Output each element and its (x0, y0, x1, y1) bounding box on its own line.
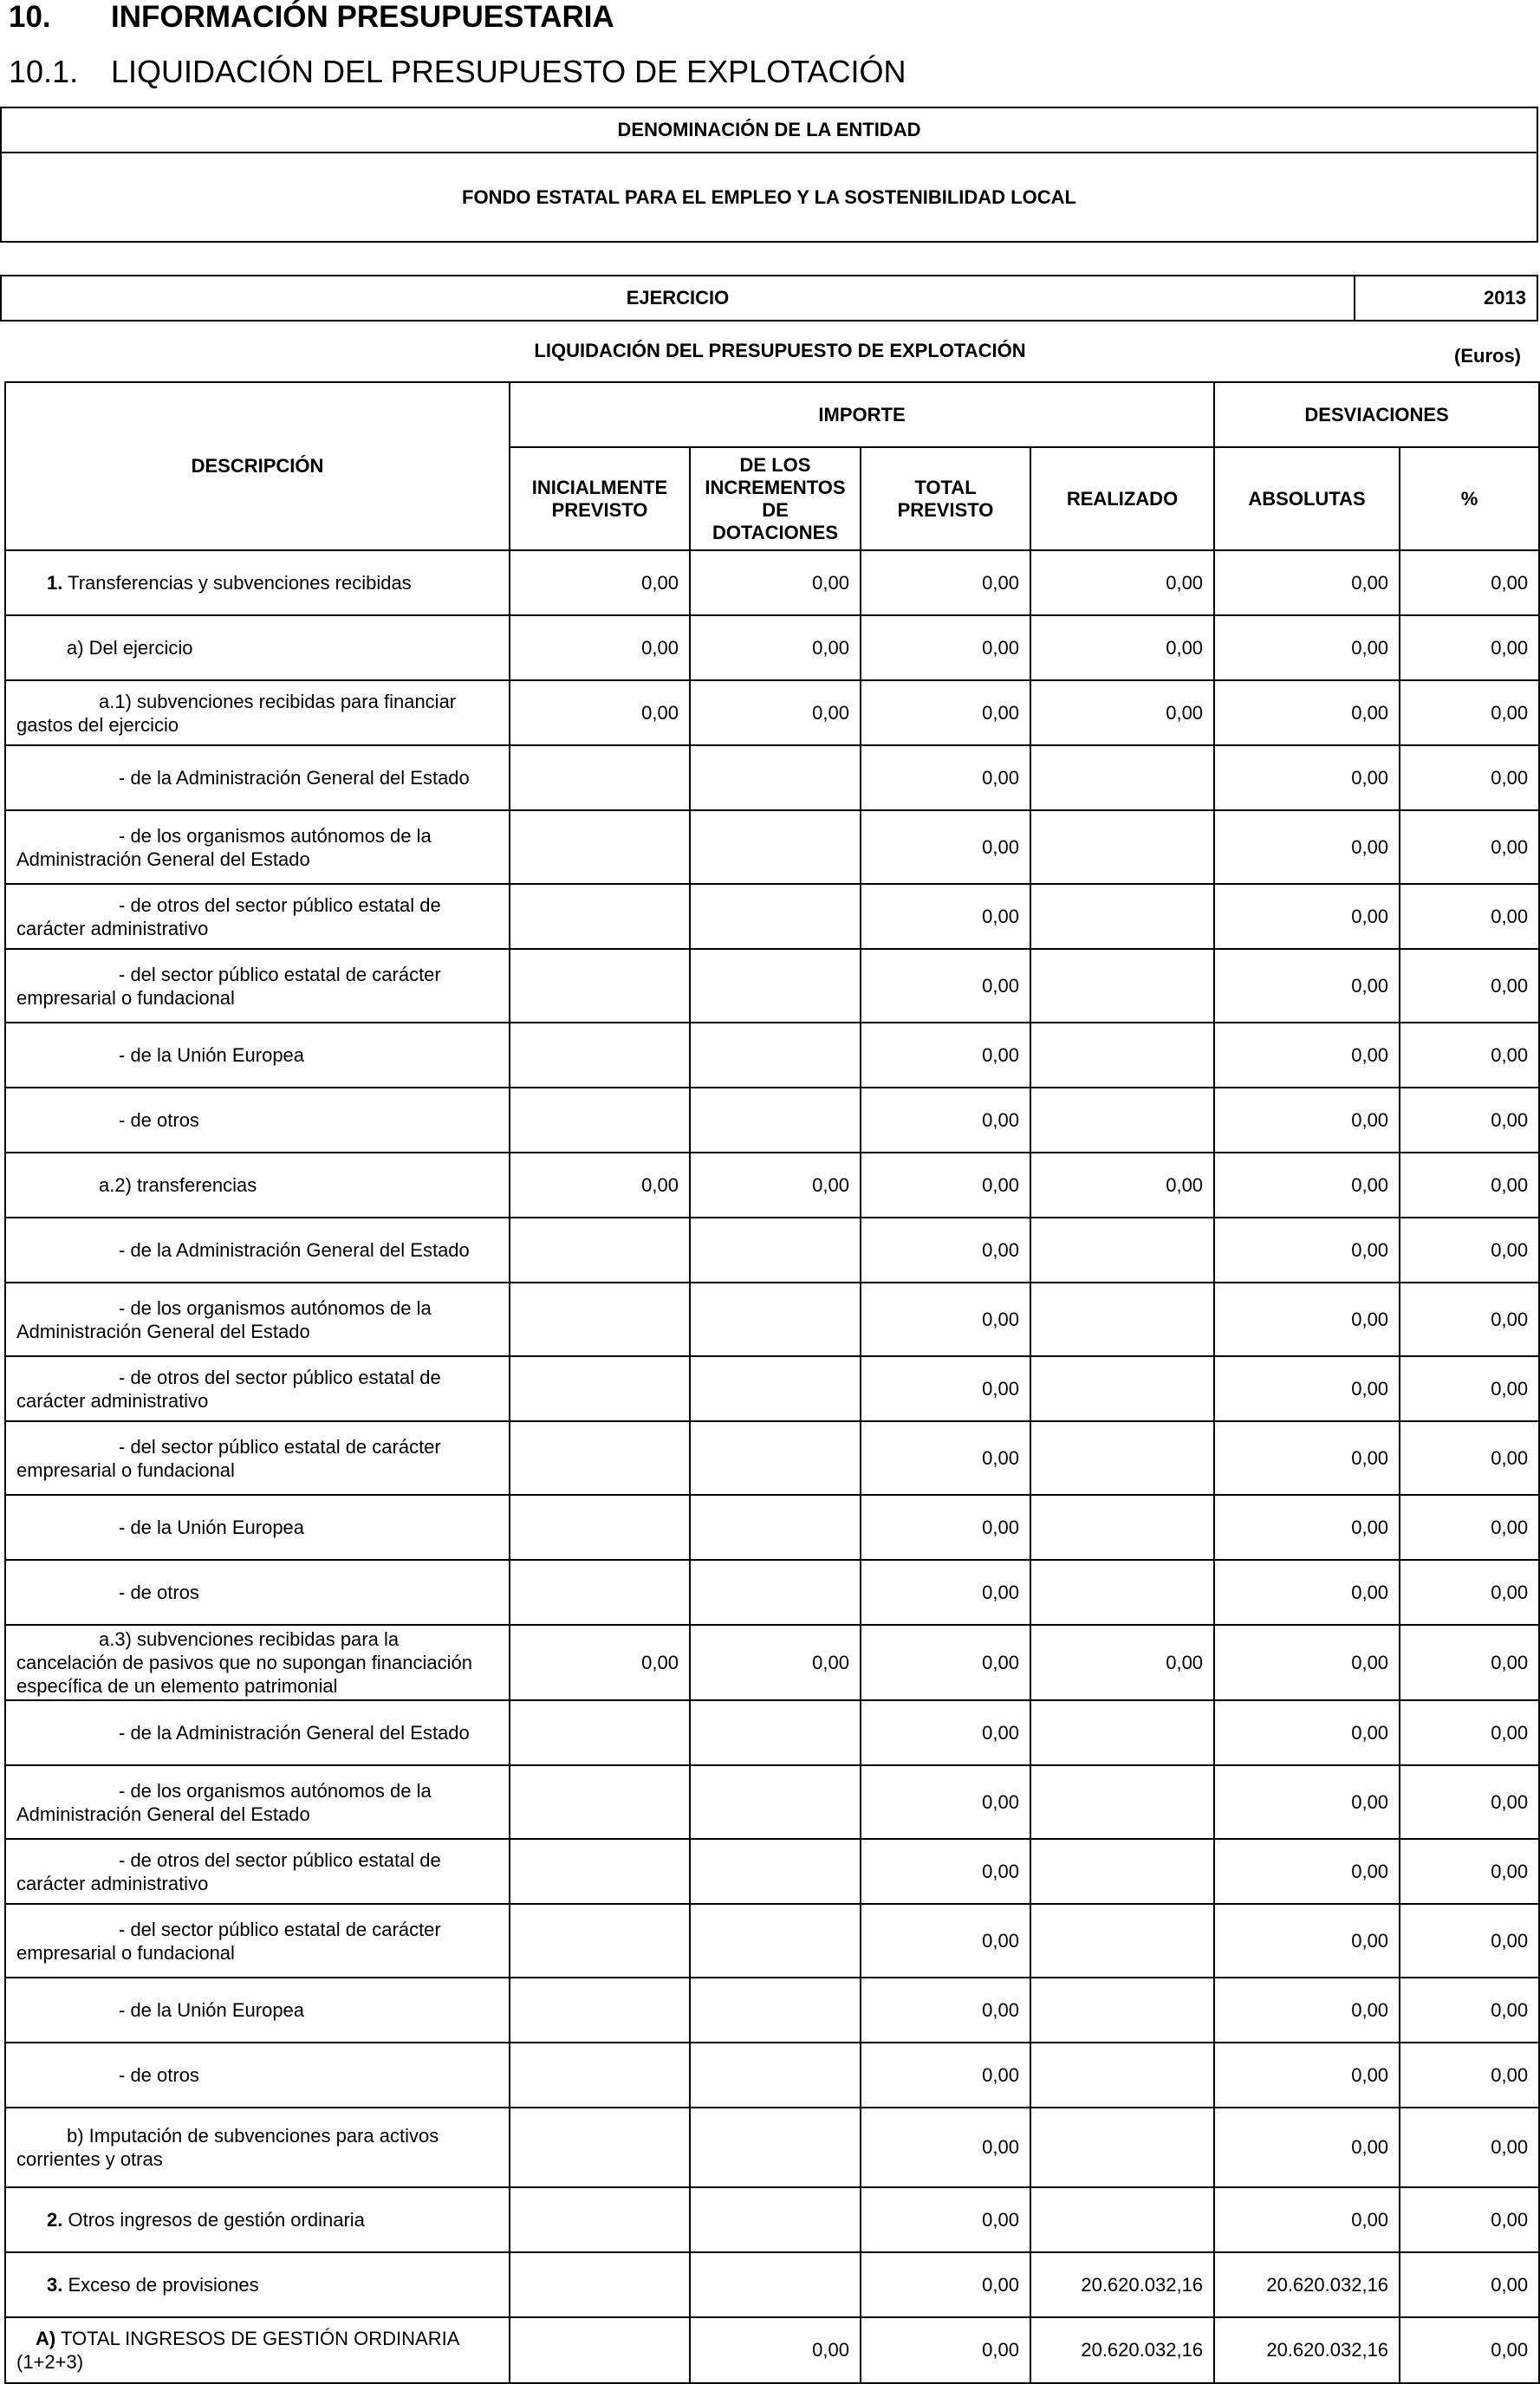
row-description (5, 1421, 510, 1495)
row-label: - de otros del sector público estatal de carácter administrativo (16, 893, 441, 939)
table-row (5, 615, 1539, 680)
cell-incrementos (690, 1560, 861, 1625)
cell-realizado (1030, 1700, 1214, 1765)
cell-pct: 0,00 (1400, 1978, 1539, 2043)
cell-absolutas: 0,00 (1214, 615, 1400, 680)
budget-table (4, 381, 1540, 2384)
cell-incrementos (690, 1283, 861, 1356)
cell-realizado (1030, 884, 1214, 949)
units-label: (Euros) (1454, 345, 1521, 367)
table-row (5, 2317, 1539, 2383)
cell-pct: 0,00 (1400, 1421, 1539, 1495)
cell-inicialmente-previsto (510, 1023, 690, 1088)
cell-incrementos (690, 1218, 861, 1283)
cell-pct: 0,00 (1400, 680, 1539, 745)
header-total-previsto: TOTAL PREVISTO (861, 447, 1030, 550)
cell-incrementos (690, 1421, 861, 1495)
cell-pct: 0,00 (1400, 1625, 1539, 1700)
cell-incrementos: 0,00 (690, 680, 861, 745)
cell-inicialmente-previsto (510, 1421, 690, 1495)
row-label: - del sector público estatal de carácter empresarial o fundacional (16, 1918, 441, 1964)
cell-total-previsto: 0,00 (861, 1700, 1030, 1765)
row-description (5, 1978, 510, 2043)
cell-total-previsto: 0,00 (861, 1283, 1030, 1356)
cell-pct: 0,00 (1400, 2317, 1539, 2383)
cell-realizado: 20.620.032,16 (1030, 2317, 1214, 2383)
row-description (5, 1023, 510, 1088)
row-description (5, 949, 510, 1023)
cell-pct: 0,00 (1400, 2043, 1539, 2108)
cell-pct: 0,00 (1400, 550, 1539, 615)
row-label: TOTAL INGRESOS DE GESTIÓN ORDINARIA (1+2+3) (16, 2328, 459, 2373)
cell-inicialmente-previsto: 0,00 (510, 680, 690, 745)
cell-total-previsto: 0,00 (861, 1904, 1030, 1978)
cell-pct: 0,00 (1400, 2252, 1539, 2317)
table-row (5, 1560, 1539, 1625)
cell-inicialmente-previsto (510, 2252, 690, 2317)
cell-absolutas: 0,00 (1214, 1283, 1400, 1356)
cell-absolutas: 0,00 (1214, 1356, 1400, 1421)
cell-total-previsto: 0,00 (861, 680, 1030, 745)
cell-realizado (1030, 2043, 1214, 2108)
cell-inicialmente-previsto (510, 1218, 690, 1283)
row-label: - del sector público estatal de carácter empresarial o fundacional (16, 963, 441, 1009)
cell-absolutas: 20.620.032,16 (1214, 2252, 1400, 2317)
row-description (5, 1700, 510, 1765)
cell-absolutas: 0,00 (1214, 1839, 1400, 1904)
row-label: - de otros del sector público estatal de carácter administrativo (16, 1366, 441, 1412)
row-description (5, 1904, 510, 1978)
cell-inicialmente-previsto (510, 1978, 690, 2043)
cell-inicialmente-previsto (510, 2108, 690, 2187)
table-row (5, 2108, 1539, 2187)
cell-incrementos (690, 1978, 861, 2043)
header-desviaciones: DESVIACIONES (1214, 382, 1539, 447)
cell-absolutas: 0,00 (1214, 550, 1400, 615)
cell-absolutas: 0,00 (1214, 1495, 1400, 1560)
entity-box (0, 107, 1538, 243)
cell-absolutas: 0,00 (1214, 1421, 1400, 1495)
cell-absolutas: 0,00 (1214, 745, 1400, 810)
cell-absolutas: 0,00 (1214, 2043, 1400, 2108)
cell-total-previsto: 0,00 (861, 1978, 1030, 2043)
row-description (5, 745, 510, 810)
table-row (5, 1978, 1539, 2043)
table-row (5, 884, 1539, 949)
row-description (5, 1625, 510, 1700)
cell-incrementos (690, 1904, 861, 1978)
exercise-label: EJERCICIO (2, 276, 1355, 320)
cell-total-previsto: 0,00 (861, 1765, 1030, 1839)
row-label: - de otros del sector público estatal de carácter administrativo (16, 1848, 441, 1894)
subsection-heading (9, 54, 906, 90)
cell-inicialmente-previsto (510, 1765, 690, 1839)
cell-pct: 0,00 (1400, 1904, 1539, 1978)
cell-incrementos: 0,00 (690, 1625, 861, 1700)
cell-total-previsto: 0,00 (861, 550, 1030, 615)
cell-incrementos (690, 1088, 861, 1153)
cell-inicialmente-previsto (510, 1700, 690, 1765)
cell-incrementos (690, 949, 861, 1023)
cell-absolutas: 0,00 (1214, 1218, 1400, 1283)
cell-realizado: 0,00 (1030, 1153, 1214, 1218)
row-description (5, 1765, 510, 1839)
cell-incrementos: 0,00 (690, 615, 861, 680)
entity-name: FONDO ESTATAL PARA EL EMPLEO Y LA SOSTENIBILIDAD LOCAL (462, 185, 1076, 208)
header-pct: % (1400, 447, 1539, 550)
row-label: - de la Administración General del Estado (119, 767, 470, 789)
cell-pct: 0,00 (1400, 810, 1539, 884)
cell-pct: 0,00 (1400, 1153, 1539, 1218)
table-row (5, 1218, 1539, 1283)
cell-incrementos (690, 1839, 861, 1904)
row-description (5, 2043, 510, 2108)
header-descripcion: DESCRIPCIÓN (5, 382, 510, 550)
cell-realizado (1030, 1495, 1214, 1560)
row-prefix: 1. (47, 572, 63, 594)
header-inicialmente-previsto: INICIALMENTE PREVISTO (510, 447, 690, 550)
cell-absolutas: 0,00 (1214, 884, 1400, 949)
cell-realizado (1030, 949, 1214, 1023)
row-label: - de la Unión Europea (119, 1999, 305, 2021)
cell-inicialmente-previsto (510, 949, 690, 1023)
table-row (5, 1495, 1539, 1560)
exercise-box (0, 275, 1538, 322)
cell-realizado (1030, 1765, 1214, 1839)
row-label: b) Imputación de subvenciones para activos corrientes y otras (16, 2125, 439, 2170)
row-description (5, 2187, 510, 2252)
row-label: a) Del ejercicio (67, 637, 193, 659)
cell-pct: 0,00 (1400, 949, 1539, 1023)
cell-total-previsto: 0,00 (861, 1088, 1030, 1153)
row-label: - de los organismos autónomos de la Administración General del Estado (16, 1296, 432, 1342)
row-description (5, 1153, 510, 1218)
cell-realizado (1030, 1904, 1214, 1978)
cell-inicialmente-previsto (510, 2187, 690, 2252)
cell-pct: 0,00 (1400, 2187, 1539, 2252)
cell-total-previsto: 0,00 (861, 2252, 1030, 2317)
exercise-year: 2013 (1484, 287, 1526, 309)
row-label: - de la Administración General del Estado (119, 1722, 470, 1744)
row-label: Transferencias y subvenciones recibidas (68, 572, 412, 594)
cell-inicialmente-previsto (510, 884, 690, 949)
cell-pct: 0,00 (1400, 884, 1539, 949)
row-description (5, 615, 510, 680)
row-label: - del sector público estatal de carácter empresarial o fundacional (16, 1435, 441, 1481)
cell-absolutas: 0,00 (1214, 1023, 1400, 1088)
cell-realizado: 20.620.032,16 (1030, 2252, 1214, 2317)
subsection-title: LIQUIDACIÓN DEL PRESUPUESTO DE EXPLOTACIÓN (111, 54, 906, 89)
cell-incrementos (690, 1700, 861, 1765)
cell-incrementos (690, 1495, 861, 1560)
cell-absolutas: 0,00 (1214, 1153, 1400, 1218)
cell-total-previsto: 0,00 (861, 2317, 1030, 2383)
header-importe: IMPORTE (510, 382, 1214, 447)
cell-absolutas: 0,00 (1214, 2108, 1400, 2187)
cell-inicialmente-previsto (510, 1560, 690, 1625)
cell-inicialmente-previsto (510, 745, 690, 810)
cell-total-previsto: 0,00 (861, 1495, 1030, 1560)
cell-incrementos (690, 2108, 861, 2187)
cell-absolutas: 0,00 (1214, 680, 1400, 745)
cell-absolutas: 0,00 (1214, 1088, 1400, 1153)
cell-absolutas: 0,00 (1214, 949, 1400, 1023)
cell-incrementos (690, 1765, 861, 1839)
cell-pct: 0,00 (1400, 1023, 1539, 1088)
cell-pct: 0,00 (1400, 745, 1539, 810)
cell-incrementos (690, 2043, 861, 2108)
cell-total-previsto: 0,00 (861, 810, 1030, 884)
row-label: Otros ingresos de gestión ordinaria (68, 2209, 365, 2231)
table-row (5, 745, 1539, 810)
cell-total-previsto: 0,00 (861, 1560, 1030, 1625)
cell-inicialmente-previsto (510, 1088, 690, 1153)
table-row (5, 1153, 1539, 1218)
cell-incrementos (690, 1023, 861, 1088)
cell-absolutas: 0,00 (1214, 1765, 1400, 1839)
cell-inicialmente-previsto: 0,00 (510, 1153, 690, 1218)
row-description (5, 1283, 510, 1356)
cell-total-previsto: 0,00 (861, 1218, 1030, 1283)
cell-realizado (1030, 1421, 1214, 1495)
table-row (5, 1356, 1539, 1421)
cell-realizado: 0,00 (1030, 680, 1214, 745)
cell-realizado (1030, 745, 1214, 810)
cell-total-previsto: 0,00 (861, 1839, 1030, 1904)
cell-pct: 0,00 (1400, 2108, 1539, 2187)
cell-realizado (1030, 810, 1214, 884)
section-heading (9, 0, 614, 35)
cell-absolutas: 0,00 (1214, 1625, 1400, 1700)
row-description (5, 1218, 510, 1283)
table-row (5, 1904, 1539, 1978)
table-row (5, 680, 1539, 745)
cell-pct: 0,00 (1400, 1560, 1539, 1625)
cell-total-previsto: 0,00 (861, 2043, 1030, 2108)
cell-absolutas: 0,00 (1214, 1978, 1400, 2043)
row-description (5, 680, 510, 745)
row-label: - de otros (119, 1109, 199, 1131)
cell-total-previsto: 0,00 (861, 949, 1030, 1023)
cell-realizado (1030, 2187, 1214, 2252)
cell-realizado (1030, 1356, 1214, 1421)
row-label: Exceso de provisiones (68, 2274, 259, 2296)
cell-incrementos (690, 810, 861, 884)
cell-realizado (1030, 1023, 1214, 1088)
cell-total-previsto: 0,00 (861, 884, 1030, 949)
cell-pct: 0,00 (1400, 1765, 1539, 1839)
subsection-number: 10.1. (9, 54, 79, 89)
cell-absolutas: 0,00 (1214, 1560, 1400, 1625)
cell-pct: 0,00 (1400, 1356, 1539, 1421)
cell-total-previsto: 0,00 (861, 1153, 1030, 1218)
table-row (5, 1023, 1539, 1088)
row-label: - de la Administración General del Estado (119, 1239, 470, 1261)
row-label: a.2) transferencias (99, 1174, 257, 1196)
row-description (5, 2108, 510, 2187)
cell-inicialmente-previsto: 0,00 (510, 615, 690, 680)
cell-incrementos: 0,00 (690, 550, 861, 615)
cell-absolutas: 20.620.032,16 (1214, 2317, 1400, 2383)
cell-inicialmente-previsto (510, 810, 690, 884)
cell-pct: 0,00 (1400, 1700, 1539, 1765)
row-description (5, 884, 510, 949)
cell-total-previsto: 0,00 (861, 1421, 1030, 1495)
table-row (5, 1700, 1539, 1765)
header-absolutas: ABSOLUTAS (1214, 447, 1400, 550)
row-label: - de otros (119, 2064, 199, 2086)
row-description (5, 1495, 510, 1560)
cell-realizado (1030, 1218, 1214, 1283)
cell-absolutas: 0,00 (1214, 2187, 1400, 2252)
row-label: - de los organismos autónomos de la Administración General del Estado (16, 824, 432, 870)
row-prefix: 2. (47, 2209, 63, 2231)
cell-pct: 0,00 (1400, 1218, 1539, 1283)
cell-inicialmente-previsto (510, 1283, 690, 1356)
row-description (5, 1356, 510, 1421)
row-label: a.3) subvenciones recibidas para la cancelación de pasivos que no supongan financiación específica de un elemento patrimonial (16, 1628, 472, 1697)
cell-total-previsto: 0,00 (861, 2108, 1030, 2187)
cell-total-previsto: 0,00 (861, 615, 1030, 680)
cell-realizado (1030, 1088, 1214, 1153)
cell-pct: 0,00 (1400, 1495, 1539, 1560)
table-row (5, 810, 1539, 884)
cell-incrementos (690, 2187, 861, 2252)
cell-inicialmente-previsto (510, 1839, 690, 1904)
cell-incrementos: 0,00 (690, 2317, 861, 2383)
cell-pct: 0,00 (1400, 1088, 1539, 1153)
row-description (5, 1839, 510, 1904)
table-row (5, 1839, 1539, 1904)
cell-inicialmente-previsto (510, 1904, 690, 1978)
cell-realizado (1030, 1560, 1214, 1625)
cell-absolutas: 0,00 (1214, 810, 1400, 884)
table-title: LIQUIDACIÓN DEL PRESUPUESTO DE EXPLOTACIÓN (534, 340, 1026, 361)
cell-incrementos (690, 2252, 861, 2317)
cell-incrementos: 0,00 (690, 1153, 861, 1218)
cell-total-previsto: 0,00 (861, 1625, 1030, 1700)
cell-total-previsto: 0,00 (861, 2187, 1030, 2252)
row-prefix: A) (36, 2328, 56, 2349)
table-row (5, 1088, 1539, 1153)
cell-realizado: 0,00 (1030, 615, 1214, 680)
row-label: - de la Unión Europea (119, 1517, 305, 1538)
cell-total-previsto: 0,00 (861, 1356, 1030, 1421)
table-row (5, 949, 1539, 1023)
cell-inicialmente-previsto (510, 2043, 690, 2108)
table-row (5, 2187, 1539, 2252)
table-row (5, 2252, 1539, 2317)
cell-realizado (1030, 1978, 1214, 2043)
row-label: - de los organismos autónomos de la Administración General del Estado (16, 1779, 432, 1825)
row-description (5, 810, 510, 884)
table-row (5, 1625, 1539, 1700)
cell-inicialmente-previsto (510, 2317, 690, 2383)
row-prefix: 3. (47, 2274, 63, 2296)
cell-absolutas: 0,00 (1214, 1700, 1400, 1765)
entity-label: DENOMINACIÓN DE LA ENTIDAD (2, 108, 1537, 153)
cell-incrementos (690, 745, 861, 810)
cell-pct: 0,00 (1400, 1839, 1539, 1904)
row-description (5, 550, 510, 615)
cell-inicialmente-previsto: 0,00 (510, 1625, 690, 1700)
cell-inicialmente-previsto (510, 1495, 690, 1560)
row-description (5, 1560, 510, 1625)
row-label: a.1) subvenciones recibidas para financiar gastos del ejercicio (16, 690, 457, 736)
header-realizado: REALIZADO (1030, 447, 1214, 550)
cell-total-previsto: 0,00 (861, 1023, 1030, 1088)
cell-realizado (1030, 1839, 1214, 1904)
table-row (5, 550, 1539, 615)
cell-realizado: 0,00 (1030, 550, 1214, 615)
cell-realizado (1030, 2108, 1214, 2187)
cell-incrementos (690, 884, 861, 949)
cell-incrementos (690, 1356, 861, 1421)
table-row (5, 1421, 1539, 1495)
cell-pct: 0,00 (1400, 1283, 1539, 1356)
table-row (5, 1283, 1539, 1356)
cell-inicialmente-previsto: 0,00 (510, 550, 690, 615)
section-number: 10. (9, 0, 51, 34)
row-label: - de la Unión Europea (119, 1044, 305, 1066)
cell-absolutas: 0,00 (1214, 1904, 1400, 1978)
row-description (5, 1088, 510, 1153)
cell-realizado: 0,00 (1030, 1625, 1214, 1700)
cell-realizado (1030, 1283, 1214, 1356)
header-incrementos: DE LOS INCREMENTOS DE DOTACIONES (690, 447, 861, 550)
cell-total-previsto: 0,00 (861, 745, 1030, 810)
row-description (5, 2317, 510, 2383)
cell-inicialmente-previsto (510, 1356, 690, 1421)
row-description (5, 2252, 510, 2317)
table-row (5, 1765, 1539, 1839)
row-label: - de otros (119, 1582, 199, 1603)
section-title: INFORMACIÓN PRESUPUESTARIA (111, 0, 614, 34)
cell-pct: 0,00 (1400, 615, 1539, 680)
table-row (5, 2043, 1539, 2108)
